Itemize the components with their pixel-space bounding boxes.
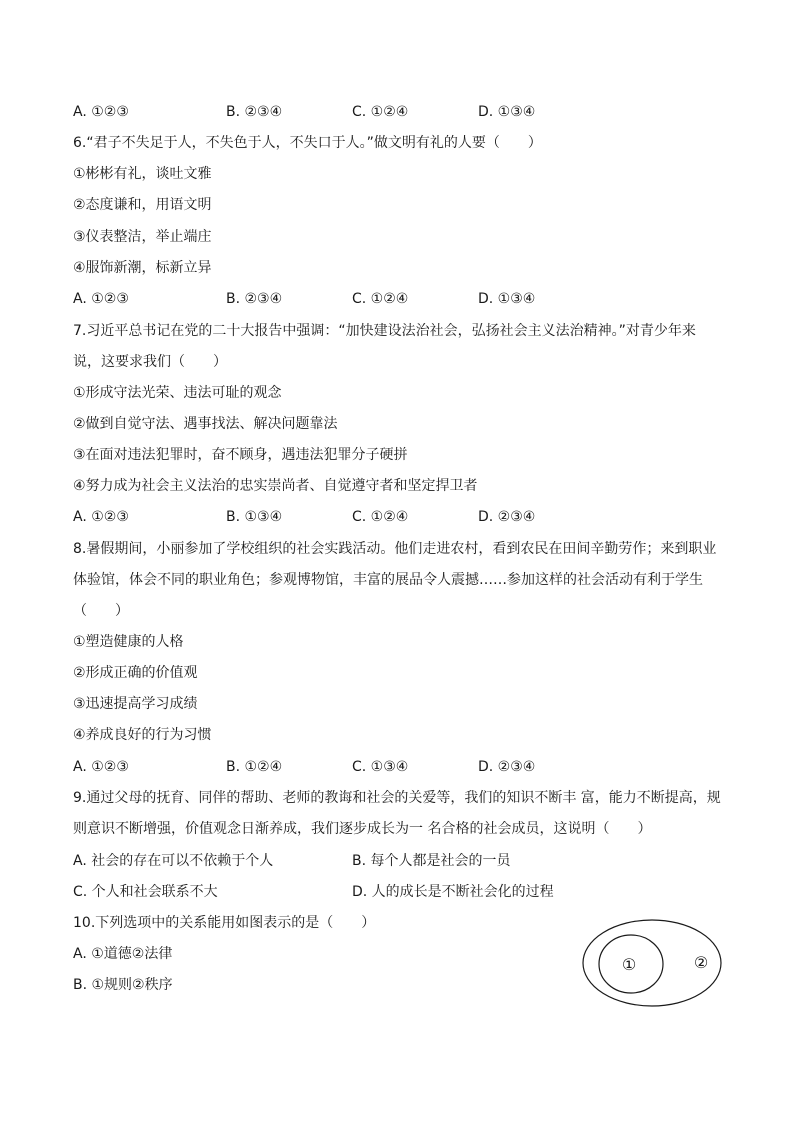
option-b: B. ②③④: [226, 291, 283, 307]
q10-option-b: B. ①规则②秩序: [73, 977, 173, 993]
option-c: C. ①②④: [352, 291, 409, 307]
q6-item-3: ③仪表整洁，举止端庄: [73, 229, 212, 245]
question-8-stem-line-1: 8.暑假期间，小丽参加了学校组织的社会实践活动。他们走进农村，看到农民在田间辛勤劳作；来到职业: [73, 541, 717, 557]
question-8-stem-line-3: （ ）: [73, 603, 129, 619]
question-7-stem-line-1: 7.习近平总书记在党的二十大报告中强调：“加快建设法治社会，弘扬社会主义法治精神。”对青少年来: [73, 323, 696, 339]
option-b: B. ②③④: [226, 104, 283, 120]
option-d: D. ②③④: [478, 759, 536, 775]
question-10-stem: 10.下列选项中的关系能用如图表示的是（ ）: [73, 915, 376, 931]
nested-circles-svg: [580, 918, 730, 1008]
q8-item-1: ①塑造健康的人格: [73, 634, 184, 650]
q7-item-2: ②做到自觉守法、遇事找法、解决问题靠法: [73, 416, 338, 432]
question-8-stem-line-2: 体验馆，体会不同的职业角色；参观博物馆，丰富的展品令人震撼……参加这样的社会活动有利于学生: [73, 572, 703, 588]
q9-options-row-1: [73, 851, 733, 871]
option-d: D. ①③④: [478, 104, 536, 120]
q7-item-4: ④努力成为社会主义法治的忠实崇尚者、自觉遵守者和坚定捍卫者: [73, 478, 478, 494]
option-c: C. ①②④: [352, 509, 409, 525]
question-9-stem-line-1: 9.通过父母的抚育、同伴的帮助、老师的教诲和社会的关爱等，我们的知识不断丰 富，能力不断提高，规: [73, 790, 721, 806]
option-a: A. ①②③: [73, 759, 129, 775]
inner-circle-label: ①: [621, 955, 637, 974]
q6-options: [73, 289, 733, 309]
nested-circles-diagram: [580, 918, 730, 1008]
q8-item-4: ④养成良好的行为习惯: [73, 727, 212, 743]
option-b: B. ①③④: [226, 509, 283, 525]
question-9-stem-line-2: 则意识不断增强，价值观念日渐养成，我们逐步成长为一 名合格的社会成员，这说明（ ）: [73, 821, 652, 837]
question-7-stem-line-2: 说，这要求我们（ ）: [73, 354, 227, 370]
option-a: A. 社会的存在可以不依赖于个人: [73, 853, 274, 869]
q9-options-row-2: [73, 882, 733, 902]
option-a: A. ①②③: [73, 291, 129, 307]
option-c: C. ①②④: [352, 104, 409, 120]
option-b: B. 每个人都是社会的一员: [352, 853, 511, 869]
option-a: A. ①②③: [73, 104, 129, 120]
q8-item-3: ③迅速提高学习成绩: [73, 696, 198, 712]
option-b: B. ①②④: [226, 759, 283, 775]
q7-item-1: ①形成守法光荣、违法可耻的观念: [73, 385, 282, 401]
q7-item-3: ③在面对违法犯罪时，奋不顾身，遇违法犯罪分子硬拼: [73, 447, 408, 463]
q7-options: [73, 507, 733, 527]
option-c: C. ①③④: [352, 759, 409, 775]
q6-item-2: ②态度谦和，用语文明: [73, 197, 212, 213]
q8-item-2: ②形成正确的价值观: [73, 665, 198, 681]
option-d: D. 人的成长是不断社会化的过程: [352, 884, 554, 900]
option-d: D. ①③④: [478, 291, 536, 307]
option-c: C. 个人和社会联系不大: [73, 884, 218, 900]
option-d: D. ②③④: [478, 509, 536, 525]
option-a: A. ①②③: [73, 509, 129, 525]
q10-option-a: A. ①道德②法律: [73, 946, 173, 962]
outer-circle-label: ②: [693, 953, 709, 972]
q6-item-1: ①彬彬有礼，谈吐文雅: [73, 166, 212, 182]
q5-options: [73, 102, 733, 122]
q6-item-4: ④服饰新潮，标新立异: [73, 260, 212, 276]
q8-options: [73, 757, 733, 777]
question-6-stem: 6.“君子不失足于人，不失色于人，不失口于人。”做文明有礼的人要（ ）: [73, 135, 542, 151]
